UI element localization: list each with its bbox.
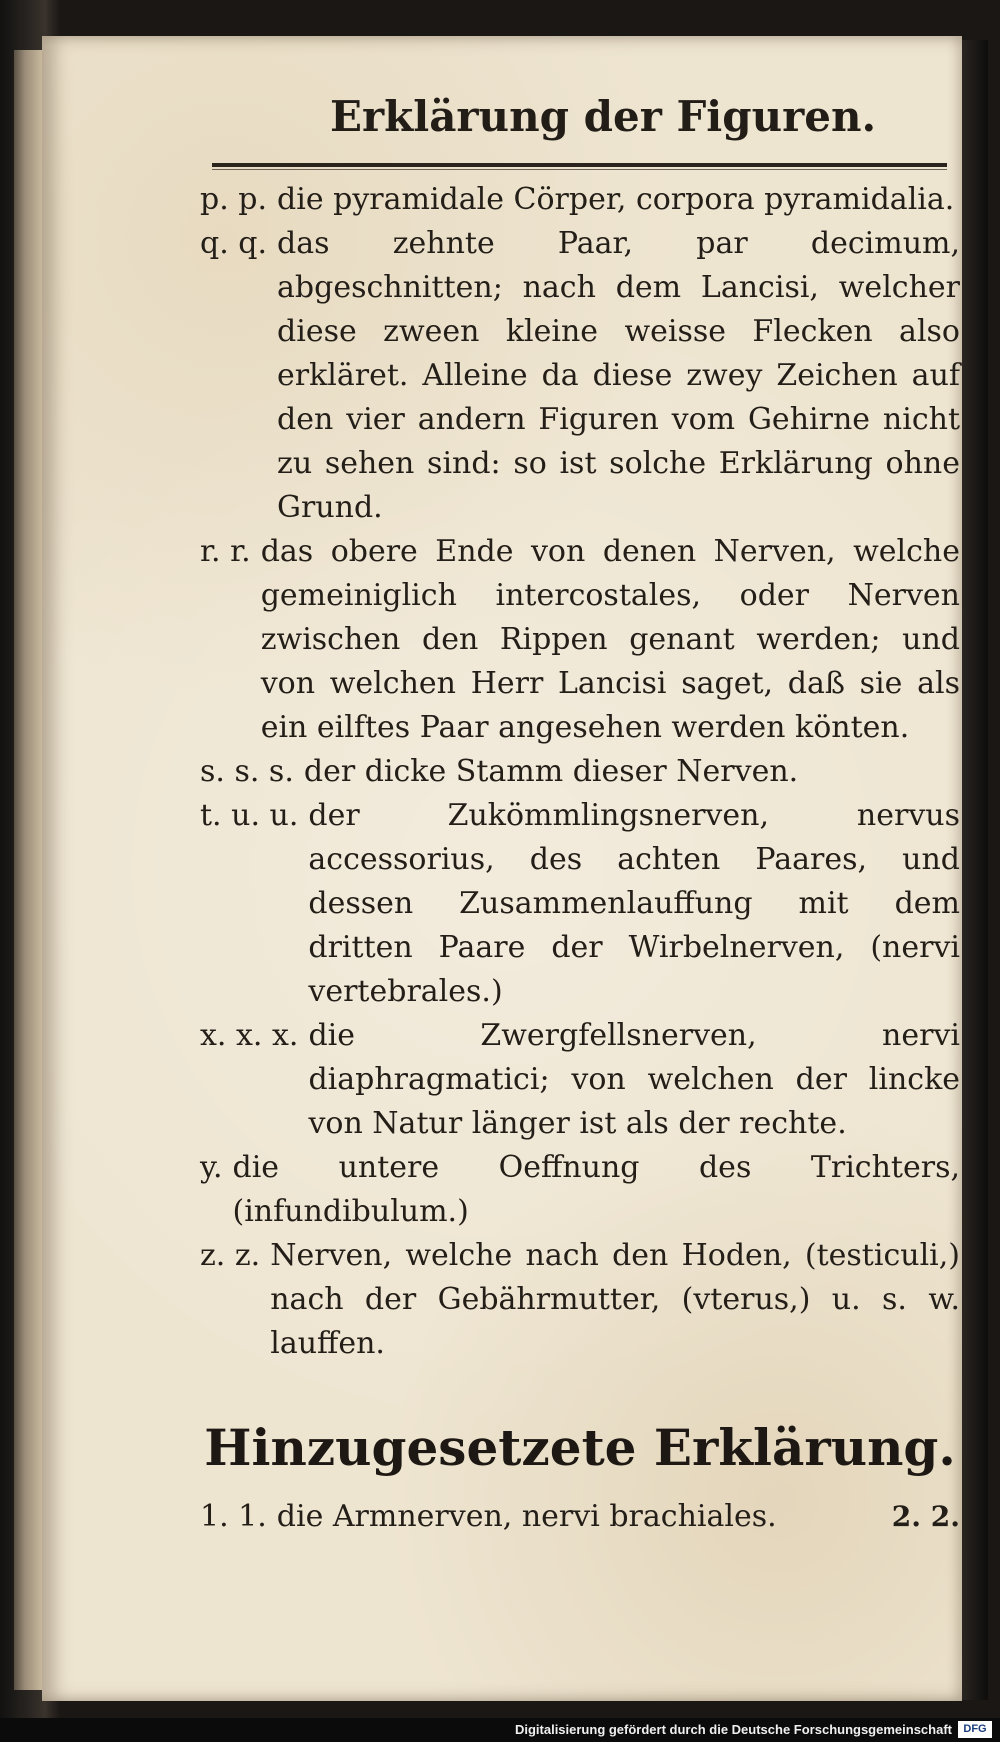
entry-xxx bbox=[200, 1014, 960, 1146]
entry-marker: 1. 1. bbox=[200, 1499, 267, 1534]
entry-marker: p. p. bbox=[200, 182, 268, 217]
entry-zz bbox=[200, 1234, 960, 1366]
dfg-logo: DFG bbox=[958, 1721, 992, 1738]
entry-text: das obere Ende von denen Nerven, welche gemeiniglich intercostales, oder Nerven zwischen den Rippen genant werden; und von welchen Herr Lancisi saget, daß sie als ein eilftes Paar angesehen werden könten. bbox=[260, 534, 960, 745]
entry-marker: q. q. bbox=[200, 226, 268, 261]
entry-text: das zehnte Paar, par decimum, abgeschnitten; nach dem Lancisi, welcher diese zween kleine weisse Flecken also erkläret. Alleine da diese zwey Zeichen auf den vier andern Figuren vom Gehirne nicht zu sehen sind: so ist solche Erklärung ohne Grund. bbox=[277, 226, 960, 525]
entry-tuu bbox=[200, 794, 960, 1014]
running-head: Erklärung der Figuren. bbox=[330, 92, 877, 141]
entry-y bbox=[200, 1146, 960, 1234]
footer-credit: Digitalisierung gefördert durch die Deutsche Forschungsgemeinschaft bbox=[514, 1722, 952, 1737]
entry-marker: x. x. x. bbox=[200, 1018, 299, 1053]
text-block bbox=[200, 178, 960, 1366]
entry-text: der Zukömmlingsnerven, nervus accessorius, des achten Paares, und dessen Zusammenlauffung mit dem dritten Paare der Wirbelnerven, (nervi vertebrales.) bbox=[308, 798, 960, 1009]
entry-text: die untere Oeffnung des Trichters, (infundibulum.) bbox=[232, 1150, 960, 1229]
entry-text: die Armnerven, nervi brachiales. bbox=[276, 1499, 777, 1534]
header-rule bbox=[212, 163, 947, 167]
book-right-edge bbox=[962, 40, 988, 1700]
entry-marker: s. s. s. bbox=[200, 754, 294, 789]
entry-sss bbox=[200, 750, 960, 794]
entry-marker: z. z. bbox=[200, 1238, 261, 1273]
catchword: 2. 2. bbox=[891, 1500, 960, 1533]
entry-text: die Zwergfellsnerven, nervi diaphragmatici; von welchen der lincke von Natur länger ist als der rechte. bbox=[308, 1018, 960, 1141]
header-rule-thin bbox=[212, 169, 947, 170]
entry-qq bbox=[200, 222, 960, 530]
entry-text: die pyramidale Cörper, corpora pyramidalia. bbox=[277, 182, 955, 217]
entry-marker: y. bbox=[200, 1150, 223, 1185]
entry-text: der dicke Stamm dieser Nerven. bbox=[303, 754, 799, 789]
entry-rr bbox=[200, 530, 960, 750]
entry-text: Nerven, welche nach den Hoden, (testiculi,) nach der Gebährmutter, (vterus,) u. s. w. lauffen. bbox=[270, 1238, 960, 1361]
book-left-edge bbox=[14, 50, 42, 1690]
entry-marker: t. u. u. bbox=[200, 798, 299, 833]
section-title: Hinzugesetzete Erklärung. bbox=[204, 1418, 956, 1477]
entry-11 bbox=[200, 1495, 960, 1539]
entry-marker: r. r. bbox=[200, 534, 251, 569]
entry-pp bbox=[200, 178, 960, 222]
